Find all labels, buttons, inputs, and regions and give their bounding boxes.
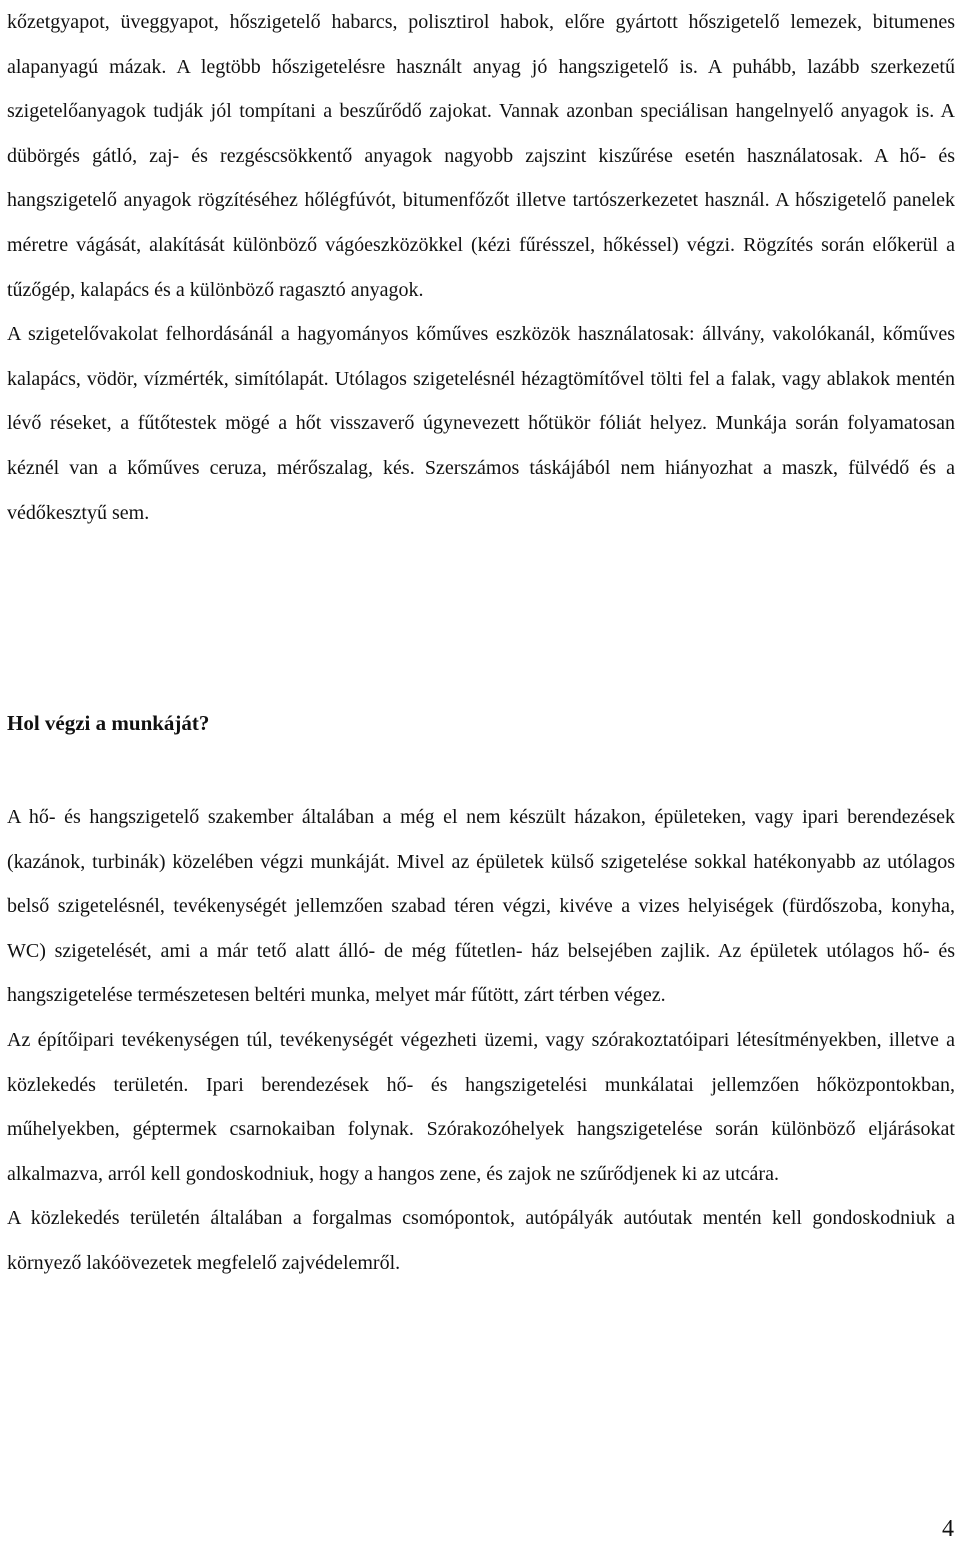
section-workplace bbox=[7, 795, 955, 1286]
section-heading: Hol végzi a munkáját? bbox=[7, 711, 210, 735]
page-number: 4 bbox=[942, 1516, 954, 1542]
paragraph-workplace-industry: Az építőipari tevékenységen túl, tevékenységét végezheti üzemi, vagy szórakoztatóipari létesítményekben, illetve a közlekedés területén. Ipari berendezések hő- és hangszigetelési munkálatai jellemzően hőközpontokban, műhelyekben, géptermek csarnokaiban folynak. Szórakozóhelyek hangszigetelése során különböző eljárásokat alkalmazva, arról kell gondoskodniuk, hogy a hangos zene, és zajok ne szűrődjenek ki az utcára. bbox=[7, 1028, 955, 1185]
document-page bbox=[7, 0, 955, 535]
paragraph-workplace-general: A hő- és hangszigetelő szakember általában a még el nem készült házakon, épületeken, vagy ipari berendezések (kazánok, turbinák) közelében végzi munkáját. Mivel az épületek külső szigetelése sokkal hatékonyabb az utólagos belső szigetelésnél, tevékenységét jellemzően szabad téren végzi, kivéve a vizes helyiségek (fürdőszoba, konyha, WC) szigetelését, ami a már tető alatt álló- de még fűtetlen- ház belsejében zajlik. Az épületek utólagos hő- és hangszigetelése természetesen beltéri munka, melyet már fűtött, zárt térben végez. bbox=[7, 806, 955, 1007]
paragraph-tools: A szigetelővakolat felhordásánál a hagyományos kőműves eszközök használatosak: állvány, vakolókanál, kőműves kalapács, vödör, vízmérték, simítólapát. Utólagos szigetelésnél hézagtömítővel tölti fel a falak, vagy ablakok mentén lévő réseket, a fűtőtestek mögé a hőt visszaverő úgynevezett hőtükör fóliát helyez. Munkája során folyamatosan kéznél van a kőműves ceruza, mérőszalag, kés. Szerszámos táskájából nem hiányozhat a maszk, fülvédő és a védőkesztyű sem. bbox=[7, 323, 955, 524]
paragraph-insulation-materials: kőzetgyapot, üveggyapot, hőszigetelő habarcs, polisztirol habok, előre gyártott hőszigetelő lemezek, bitumenes alapanyagú mázak. A legtöbb hőszigetelésre használt anyag jó hangszigetelő is. A puhább, lazább szerkezetű szigetelőanyagok tudják jól tompítani a beszűrődő zajokat. Vannak azonban speciálisan hangelnyelő anyagok is. A dübörgés gátló, zaj- és rezgéscsökkentő anyagok nagyobb zajszint kiszűrése esetén használatosak. A hő- és hangszigetelő anyagok rögzítéséhez hőlégfúvót, bitumenfőzőt illetve tartószerkezetet használ. A hőszigetelő panelek méretre vágását, alakítását különböző vágóeszközökkel (kézi fűrésszel, hőkéssel) végzi. Rögzítés során előkerül a tűzőgép, kalapács és a különböző ragasztó anyagok. bbox=[7, 11, 955, 301]
paragraph-workplace-transport: A közlekedés területén általában a forgalmas csomópontok, autópályák autóutak mentén kell gondoskodniuk a környező lakóövezetek megfelelő zajvédelemről. bbox=[7, 1207, 955, 1274]
